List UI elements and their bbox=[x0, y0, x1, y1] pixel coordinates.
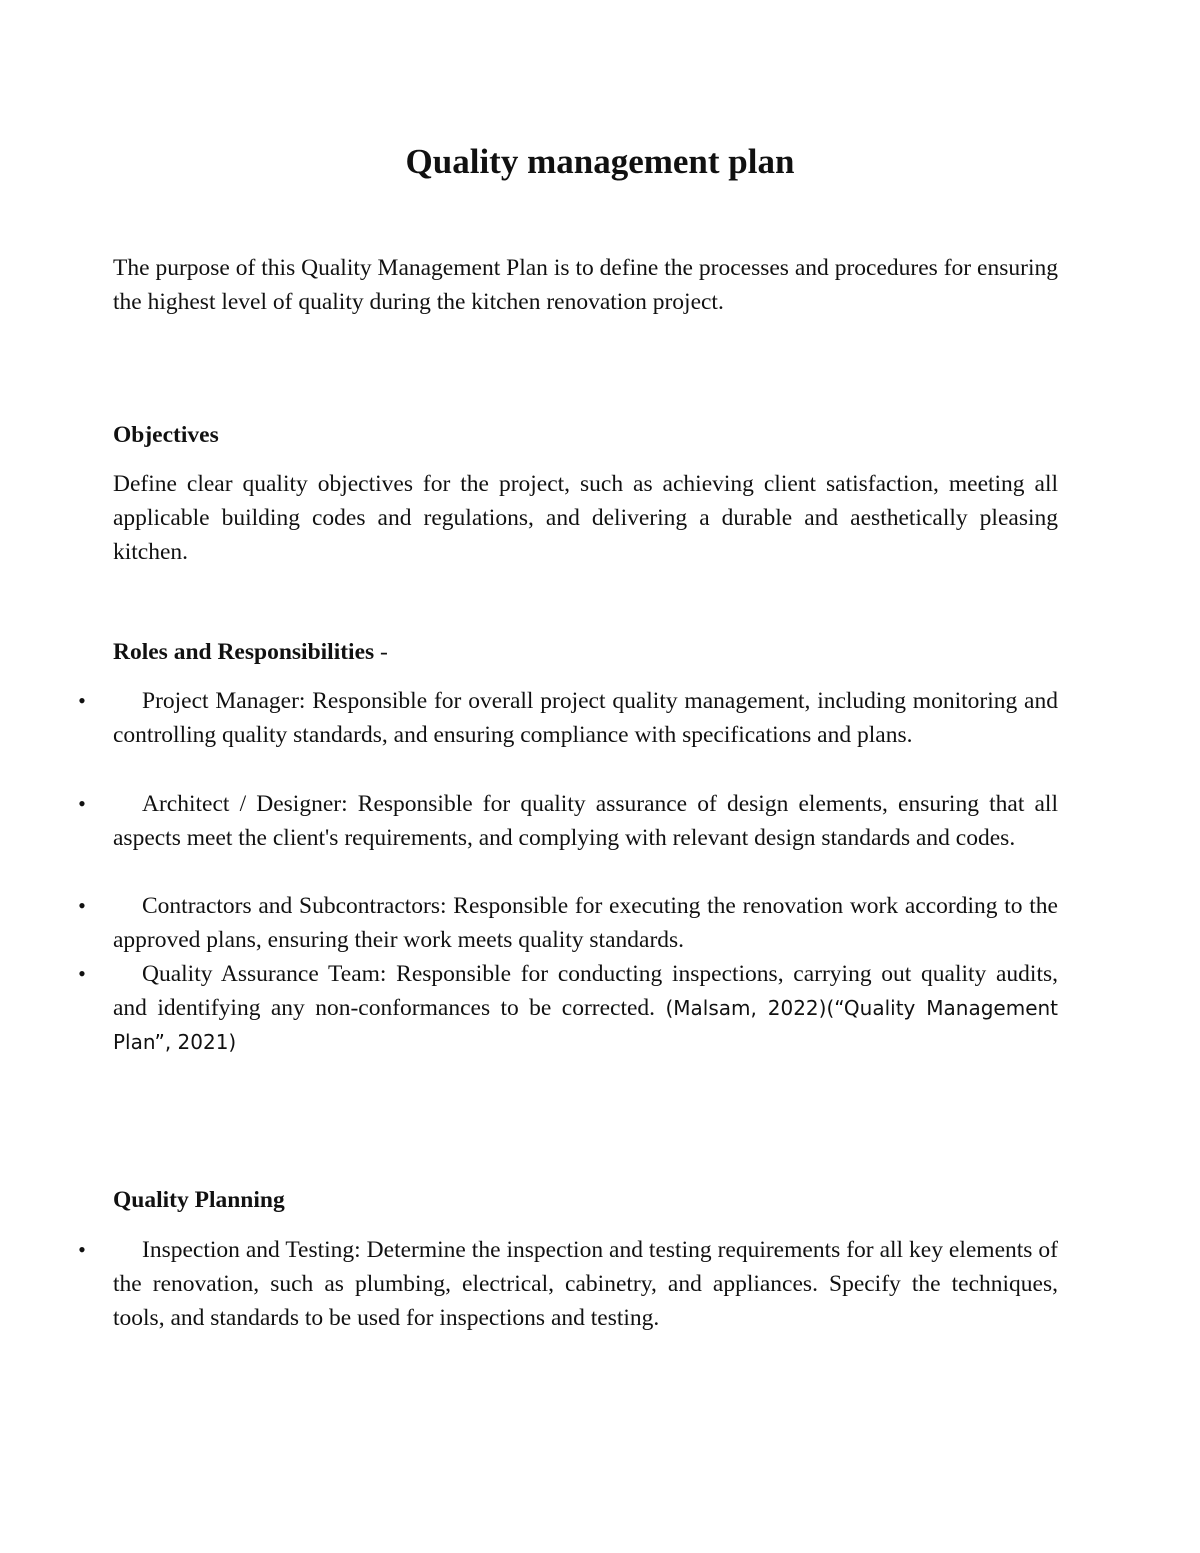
bullet-icon: • bbox=[78, 688, 86, 713]
citation: (Malsam, 2022)(“Quality Management Plan”, 2021) bbox=[113, 996, 1059, 1054]
roles-heading-suffix: - bbox=[374, 639, 388, 665]
roles-heading bbox=[113, 635, 388, 669]
list-item-quality-assurance bbox=[113, 957, 1058, 1059]
roles-heading-text: Roles and Responsibilities bbox=[113, 639, 375, 665]
bullet-icon: • bbox=[78, 961, 86, 986]
list-item-contractors: Contractors and Subcontractors: Responsible for executing the renovation work according to the approved plans, ensuring their work meets quality standards. bbox=[113, 893, 1058, 953]
intro-paragraph: The purpose of this Quality Management Plan is to define the processes and procedures for ensuring the highest level of quality during the kitchen renovation project. bbox=[113, 255, 1058, 315]
objectives-paragraph: Define clear quality objectives for the project, such as achieving client satisfaction, meeting all applicable building codes and regulations, and delivering a durable and aesthetically pleasing kitchen. bbox=[113, 471, 1058, 565]
bullet-icon: • bbox=[78, 1237, 86, 1262]
bullet-icon: • bbox=[78, 893, 86, 918]
bullet-icon: • bbox=[78, 791, 86, 816]
planning-heading: Quality Planning bbox=[113, 1187, 285, 1213]
objectives-heading: Objectives bbox=[113, 422, 219, 448]
list-item-inspection-testing: Inspection and Testing: Determine the inspection and testing requirements for all key elements of the renovation, such as plumbing, electrical, cabinetry, and appliances. Specify the techniques, tools, and standards to be used for inspections and testing. bbox=[113, 1237, 1058, 1331]
list-item-architect-designer: Architect / Designer: Responsible for quality assurance of design elements, ensuring that all aspects meet the client's requirements, and complying with relevant design standards and codes. bbox=[113, 791, 1058, 851]
list-item-quality-assurance-text: Quality Assurance Team: Responsible for conducting inspections, carrying out quality audits, and identifying any non-conformances to be corrected. bbox=[113, 961, 1058, 1021]
page-title: Quality management plan bbox=[405, 142, 795, 181]
list-item-project-manager: Project Manager: Responsible for overall project quality management, including monitoring and controlling quality standards, and ensuring compliance with specifications and plans. bbox=[113, 688, 1058, 748]
